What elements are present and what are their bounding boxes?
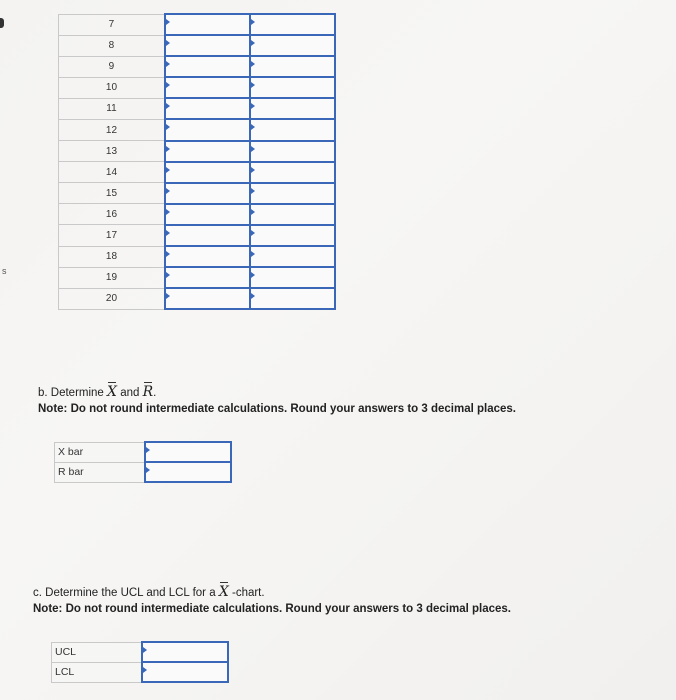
sample-range-input[interactable]: [250, 141, 335, 162]
r-bar-input[interactable]: [145, 462, 231, 482]
answer-row: [52, 662, 229, 682]
sample-row: [59, 56, 336, 77]
sample-row: [59, 288, 336, 309]
sample-row: [59, 119, 336, 140]
sample-mean-input[interactable]: [165, 162, 250, 183]
sample-mean-input[interactable]: [165, 35, 250, 56]
sample-range-input[interactable]: [250, 77, 335, 98]
part-b-note: Note: Do not round intermediate calculations. Round your answers to 3 decimal places.: [38, 403, 516, 415]
sample-number: 15: [59, 183, 165, 204]
part-c-answer-table: [51, 641, 229, 683]
x-double-bar-symbol: X: [218, 584, 229, 600]
sample-number: 14: [59, 162, 165, 183]
r-bar-symbol: R: [142, 384, 154, 400]
lcl-input[interactable]: [142, 662, 228, 682]
sample-number: 7: [59, 14, 165, 35]
sample-row: [59, 77, 336, 98]
sample-mean-input[interactable]: [165, 288, 250, 309]
sample-number: 19: [59, 267, 165, 288]
sample-range-input[interactable]: [250, 98, 335, 119]
sample-range-input[interactable]: [250, 246, 335, 267]
sample-range-input[interactable]: [250, 119, 335, 140]
part-b-and: and: [120, 387, 140, 399]
sample-number: 16: [59, 204, 165, 225]
sample-range-input[interactable]: [250, 14, 335, 35]
sample-row: [59, 162, 336, 183]
sample-range-input[interactable]: [250, 204, 335, 225]
sample-row: [59, 204, 336, 225]
sample-number: 13: [59, 141, 165, 162]
x-bar-input[interactable]: [145, 442, 231, 462]
sample-mean-input[interactable]: [165, 225, 250, 246]
part-b-question: [38, 384, 516, 417]
ucl-label: UCL: [52, 642, 143, 662]
sample-mean-input[interactable]: [165, 246, 250, 267]
sample-row: [59, 225, 336, 246]
part-c-suffix: -chart.: [231, 587, 265, 599]
part-c-question: [33, 584, 511, 617]
edge-artifact: [0, 18, 4, 28]
sample-range-input[interactable]: [250, 225, 335, 246]
x-double-bar-symbol: X: [107, 384, 118, 400]
answer-row: [55, 462, 232, 482]
r-bar-label: R bar: [55, 462, 146, 482]
sample-row: [59, 98, 336, 119]
sample-number: 11: [59, 98, 165, 119]
x-bar-label: X bar: [55, 442, 146, 462]
lcl-label: LCL: [52, 662, 143, 682]
sample-number: 10: [59, 77, 165, 98]
answer-row: [52, 642, 229, 662]
sample-data-table: [58, 13, 336, 310]
sample-mean-input[interactable]: [165, 119, 250, 140]
sample-range-input[interactable]: [250, 183, 335, 204]
sample-number: 8: [59, 35, 165, 56]
sample-range-input[interactable]: [250, 267, 335, 288]
sample-mean-input[interactable]: [165, 204, 250, 225]
sample-range-input[interactable]: [250, 56, 335, 77]
sample-number: 12: [59, 119, 165, 140]
sample-mean-input[interactable]: [165, 141, 250, 162]
sample-number: 9: [59, 56, 165, 77]
sample-range-input[interactable]: [250, 162, 335, 183]
answer-row: [55, 442, 232, 462]
sample-mean-input[interactable]: [165, 14, 250, 35]
sample-mean-input[interactable]: [165, 183, 250, 204]
sample-row: [59, 35, 336, 56]
sample-mean-input[interactable]: [165, 56, 250, 77]
sample-number: 17: [59, 225, 165, 246]
sample-row: [59, 14, 336, 35]
sample-row: [59, 246, 336, 267]
sample-row: [59, 183, 336, 204]
sample-mean-input[interactable]: [165, 98, 250, 119]
sample-number: 20: [59, 288, 165, 309]
part-b-prefix: b. Determine: [38, 387, 104, 399]
part-c-note: Note: Do not round intermediate calculations. Round your answers to 3 decimal places.: [33, 603, 511, 615]
edge-mark: s: [2, 266, 7, 276]
sample-range-input[interactable]: [250, 35, 335, 56]
sample-row: [59, 141, 336, 162]
sample-mean-input[interactable]: [165, 77, 250, 98]
part-c-prefix: c. Determine the UCL and LCL for a: [33, 587, 216, 599]
part-b-end: .: [153, 387, 157, 399]
sample-mean-input[interactable]: [165, 267, 250, 288]
part-b-answer-table: [54, 441, 232, 483]
sample-row: [59, 267, 336, 288]
sample-number: 18: [59, 246, 165, 267]
sample-range-input[interactable]: [250, 288, 335, 309]
ucl-input[interactable]: [142, 642, 228, 662]
